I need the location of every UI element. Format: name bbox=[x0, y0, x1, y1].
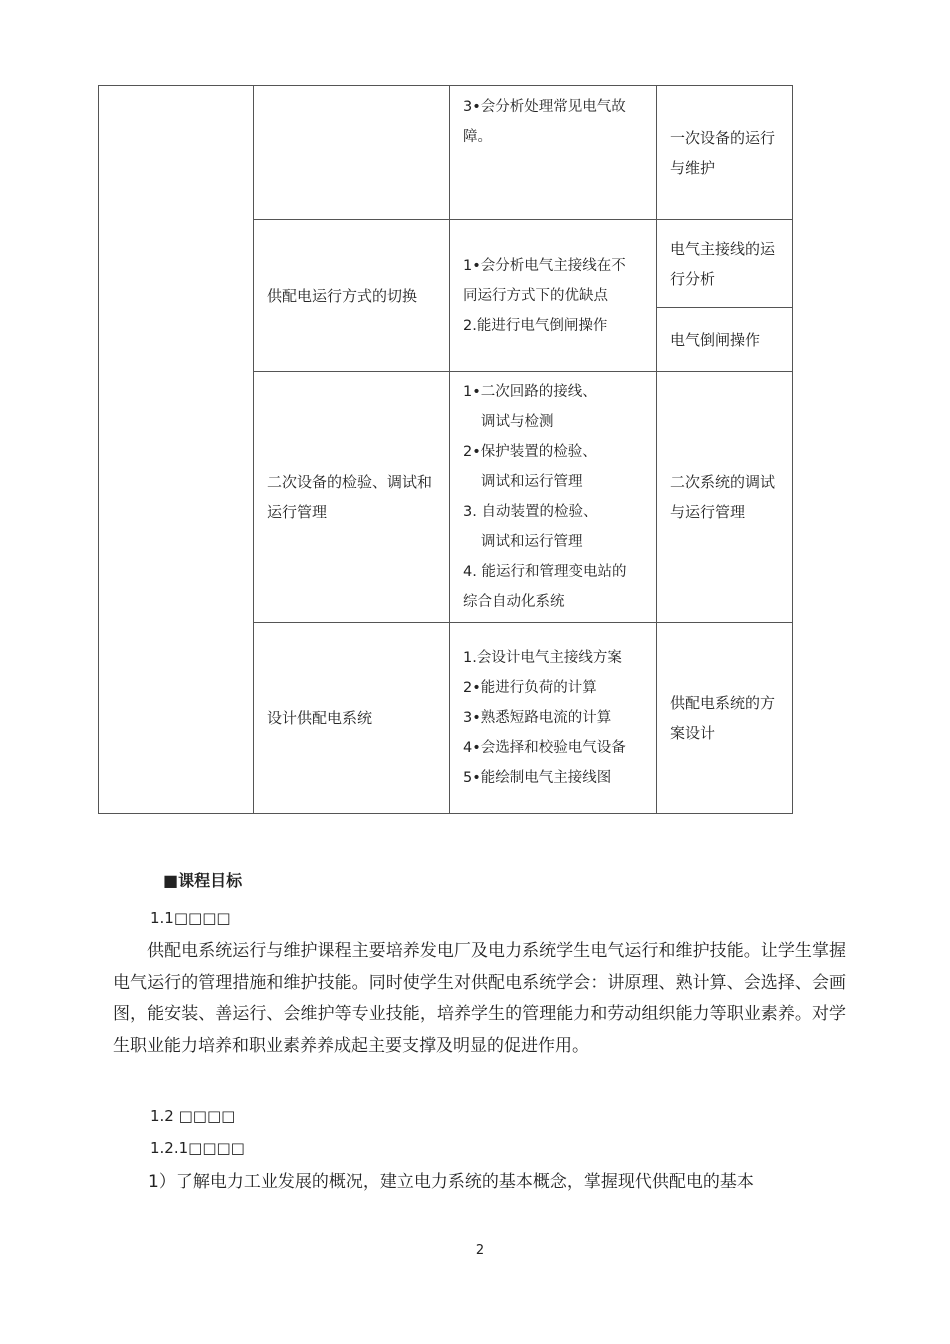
ability-line: 3•会分析处理常见电气故 bbox=[463, 99, 626, 115]
ability-line: 5•能绘制电气主接线图 bbox=[463, 770, 612, 786]
paragraph-text: 供配电系统运行与维护课程主要培养发电厂及电力系统学生电气运行和维护技能。让学生掌握电气运行的管理措施和维护技能。同时使学生对供配电系统学会：讲原理、熟计算、会选择、会画图，能安装、善运行、会维护等专业技能，培养学生的管理能力和劳动组织能力等职业素养。对学生职业能力培养和职业素养养成起主要支撑及明显的促进作用。 bbox=[113, 941, 846, 1056]
ability-line: 调试与检测 bbox=[481, 414, 554, 430]
ability-line: 4•会选择和校验电气设备 bbox=[463, 740, 626, 756]
ability-line: 1•会分析电气主接线在不 bbox=[463, 257, 626, 274]
task-cell: 供配电运行方式的切换 bbox=[254, 220, 450, 372]
ability-cell bbox=[450, 86, 657, 220]
module-cell: 二次系统的调试与运行管理 bbox=[657, 372, 793, 623]
ability-cell bbox=[450, 372, 657, 623]
ability-line: 障。 bbox=[463, 129, 492, 145]
task-cell bbox=[254, 86, 450, 220]
ability-cell bbox=[450, 220, 657, 372]
task-cell: 设计供配电系统 bbox=[254, 623, 450, 814]
module-cell: 一次设备的运行与维护 bbox=[657, 86, 793, 220]
module-cell: 供配电系统的方案设计 bbox=[657, 623, 793, 814]
ability-line: 2•保护装置的检验、 bbox=[463, 444, 597, 460]
ability-line: 1.会设计电气主接线方案 bbox=[463, 650, 622, 666]
subsection-heading: 1.2 □□□□ bbox=[150, 1107, 236, 1125]
ability-line: 调试和运行管理 bbox=[481, 474, 583, 490]
ability-line: 调试和运行管理 bbox=[481, 534, 583, 550]
ability-line: 2•能进行负荷的计算 bbox=[463, 680, 597, 696]
body-paragraph bbox=[113, 936, 846, 1062]
page-number: 2 bbox=[475, 1243, 485, 1258]
table-cell-empty bbox=[99, 86, 254, 814]
ability-line: 同运行方式下的优缺点 bbox=[463, 287, 608, 304]
subsection-heading: 1.2.1□□□□ bbox=[150, 1139, 245, 1157]
task-cell: 二次设备的检验、调试和运行管理 bbox=[254, 372, 450, 623]
ability-line: 4. 能运行和管理变电站的 bbox=[463, 564, 627, 580]
list-item: 1）了解电力工业发展的概况，建立电力系统的基本概念，掌握现代供配电的基本 bbox=[148, 1172, 754, 1192]
ability-line: 1•二次回路的接线、 bbox=[463, 384, 597, 400]
section-heading: ■课程目标 bbox=[163, 871, 243, 890]
course-table bbox=[98, 85, 793, 814]
subsection-heading: 1.1□□□□ bbox=[150, 909, 231, 927]
module-cell: 电气主接线的运行分析 bbox=[657, 220, 793, 308]
ability-line: 3•熟悉短路电流的计算 bbox=[463, 710, 612, 726]
table-row bbox=[99, 86, 793, 220]
ability-line: 2.能进行电气倒闸操作 bbox=[463, 317, 608, 334]
module-cell: 电气倒闸操作 bbox=[657, 308, 793, 372]
ability-line: 综合自动化系统 bbox=[463, 594, 565, 610]
ability-cell bbox=[450, 623, 657, 814]
ability-line: 3. 自动装置的检验、 bbox=[463, 504, 598, 520]
